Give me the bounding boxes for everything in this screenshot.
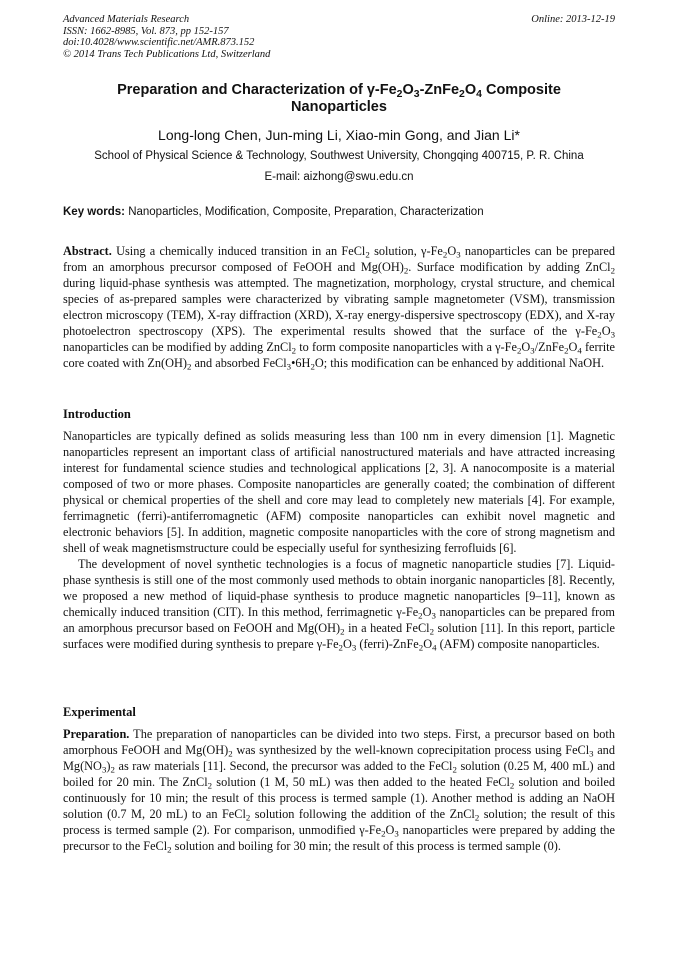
copyright: © 2014 Trans Tech Publications Ltd, Switzerland <box>63 48 271 60</box>
affiliation: School of Physical Science & Technology, Southwest University, Chongqing 400715, P. R. China <box>94 150 584 162</box>
online-date: Online: 2013-12-19 <box>531 14 615 25</box>
experimental-body: Preparation. The preparation of nanoparticles can be divided into two steps. First, a precursor based on both amorphous FeOOH and $Mg(OH)_2$ was synthesized by the well-known coprecipitation process using FeCl$_3$ and $Mg(NO_3)_2$ as raw materials [11]. Second, the precursor was added to the FeCl$_2$ solution (0.25 M, 400 mL) and boiled for 20 min. The ZnCl$_2$ solution (1 M, 50 mL) was then added to the heated FeCl$_2$ solution and boiled continuously for 10 min; the result of this process is termed sample (1). Another method is adding an NaOH solution (0.7 M, 20 mL) to an FeCl$_2$ solution following the addition of the ZnCl$_2$ solution; the result of this process is termed sample (2). For comparison, unmodified $\gamma-Fe_2O_3$ nanoparticles were prepared by adding the precursor to the FeCl$_2$ solution and boiling for 30 min; the result of this process is termed sample (0). <box>63 727 615 855</box>
keywords-text: Nanoparticles, Modification, Composite, Preparation, Characterization <box>125 206 484 218</box>
introduction-heading: Introduction <box>63 407 131 421</box>
doi: doi:10.4028/www.scientific.net/AMR.873.152 <box>63 37 255 48</box>
keywords <box>63 206 615 218</box>
journal-name: Advanced Materials Research <box>63 14 190 25</box>
keywords-label: Key words: <box>63 206 125 218</box>
issn: ISSN: 1662-8985, Vol. 873, pp 152-157 <box>63 25 229 37</box>
author-list: Long-long Chen, Jun-ming Li, Xiao-min Gong, and Jian Li* <box>158 127 520 143</box>
introduction-body <box>63 428 615 652</box>
contact-email: E-mail: aizhong@swu.edu.cn <box>264 171 414 183</box>
paper-title: Preparation and Characterization of $\gamma-Fe_2O_3-ZnFe_2O_4$ Composite Nanoparticles <box>117 82 561 115</box>
introduction-paragraph-2: The development of novel synthetic technologies is a focus of magnetic nanoparticle studies [7]. Liquid-phase synthesis is still one of the most commonly used methods to obtain inorganic nanoparticles [8]. Recently, we proposed a new method of liquid-phase synthesis to produce magnetic nanoparticles [9–11], known as chemically induced transition (CIT). In this method, ferrimagnetic $\gamma-Fe_2O_3$ nanoparticles can be prepared from an amorphous precursor based on FeOOH and $Mg(OH)_2$ in a heated FeCl$_2$ solution [11]. In this report, particle surfaces were modified during synthesis to prepare $\gamma-Fe_2O_3$ $(ferri)-ZnFe_2O_4$ (AFM) composite nanoparticles. <box>63 557 615 653</box>
experimental-heading: Experimental <box>63 705 136 719</box>
abstract: Abstract. Using a chemically induced transition in an FeCl$_2$ solution, $\gamma-Fe_2O_3$ nanoparticles can be prepared from an amorphous precursor composed of FeOOH and $Mg(OH)_2$. Surface modification by adding ZnCl$_2$ during liquid-phase synthesis was attempted. The magnetization, morphology, crystal structure, and chemical species of as-prepared samples were characterized by vibrating sample magnetometer (VSM), transmission electron microscopy (TEM), X-ray diffraction (XRD), X-ray energy-dispersive spectroscopy (EDX), and X-ray photoelectron spectroscopy (XPS). The experimental results showed that the surface of the $\gamma-Fe_2O_3$ nanoparticles can be modified by adding ZnCl$_2$ to form composite nanoparticles with a $\gamma-Fe_2O_3/ZnFe_2O_4$ ferrite core coated with $Zn(OH)_2$ and absorbed $FeCl_3•6H_2O$; this modification can be enhanced by additional NaOH. <box>63 244 615 372</box>
journal-header <box>63 14 615 60</box>
introduction-paragraph-1: Nanoparticles are typically defined as solids measuring less than 100 nm in every dimension [1]. Magnetic nanoparticles represent an important class of artificial nanostructured materials and have attracted increasing interest for fundamental science studies and technological applications [2, 3]. A nanocomposite is a material composed of two or more phases. Composite nanoparticles are generally coated; the combination of different physical or chemical properties of the shell and core may lead to completely new materials [4]. For example, ferrimagnetic (ferri)-antiferromagnetic (AFM) composite nanoparticles can exhibit novel magnetic and electronic behaviors [5]. In addition, magnetic composite nanoparticles with the core of strong magnetism and shell of weak magnetismstructure could be especially useful for synthesizing ferrofluids [6]. <box>63 429 615 555</box>
